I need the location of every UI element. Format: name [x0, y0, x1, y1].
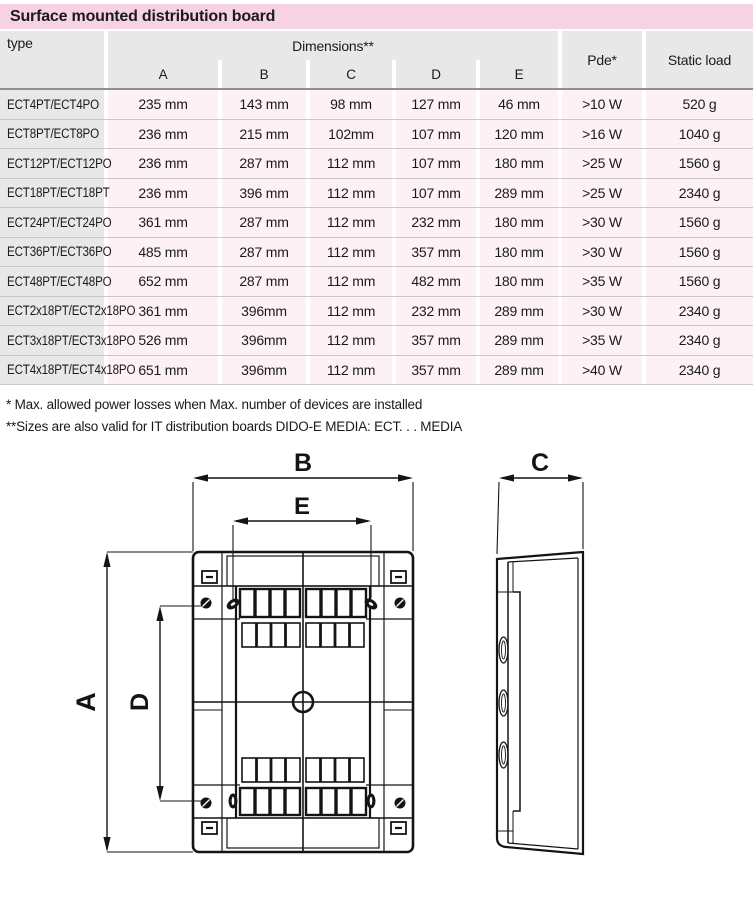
- datasheet-page: [0, 4, 753, 905]
- dim-c: [497, 449, 583, 554]
- cell-load: 1560 g: [646, 238, 753, 267]
- cell-dim-d: 482 mm: [396, 267, 476, 296]
- cell-dim-a: 235 mm: [108, 90, 218, 119]
- dim-b-label: B: [293, 449, 313, 477]
- cell-dim-a: 361 mm: [108, 208, 218, 237]
- keyhole-slot: [229, 794, 238, 809]
- col-header-static-load: Static load: [646, 31, 753, 88]
- cell-dim-c: 98 mm: [310, 90, 392, 119]
- keyhole-slot: [367, 794, 376, 809]
- cell-dim-d: 357 mm: [396, 356, 476, 385]
- cell-dim-e: 180 mm: [480, 208, 558, 237]
- cell-dim-c: 102mm: [310, 120, 392, 149]
- cell-pde: >35 W: [562, 326, 642, 355]
- cell-dim-b: 287 mm: [222, 149, 306, 178]
- latch-icon: [202, 822, 217, 834]
- cell-dim-a: 651 mm: [108, 356, 218, 385]
- cell-load: 1560 g: [646, 267, 753, 296]
- table-row: [0, 355, 753, 385]
- footnotes: [6, 394, 753, 438]
- cell-pde: >30 W: [562, 297, 642, 326]
- cell-pde: >40 W: [562, 356, 642, 385]
- cell-type: ECT3x18PT/ECT3x18PO: [0, 326, 104, 355]
- cell-dim-d: 232 mm: [396, 208, 476, 237]
- table-row: [0, 207, 753, 237]
- cell-load: 520 g: [646, 90, 753, 119]
- spec-table: [0, 31, 753, 385]
- knockout-slot: [499, 690, 508, 716]
- dim-d-label: D: [126, 692, 154, 712]
- latch-icon: [391, 822, 406, 834]
- screw-icon: [201, 798, 212, 809]
- knockout-slot: [499, 637, 508, 663]
- cell-pde: >25 W: [562, 179, 642, 208]
- cell-dim-c: 112 mm: [310, 208, 392, 237]
- cell-dim-c: 112 mm: [310, 149, 392, 178]
- cell-type: ECT18PT/ECT18PT: [0, 179, 104, 208]
- cell-dim-d: 232 mm: [396, 297, 476, 326]
- cell-dim-e: 289 mm: [480, 356, 558, 385]
- cell-load: 1560 g: [646, 149, 753, 178]
- cell-load: 2340 g: [646, 179, 753, 208]
- cell-dim-e: 180 mm: [480, 238, 558, 267]
- cell-dim-d: 107 mm: [396, 149, 476, 178]
- cell-dim-b: 287 mm: [222, 208, 306, 237]
- cell-dim-b: 396 mm: [222, 179, 306, 208]
- dimension-drawing: [0, 440, 753, 886]
- cell-dim-d: 357 mm: [396, 238, 476, 267]
- footnote-power-losses: * Max. allowed power losses when Max. number of devices are installed: [6, 397, 423, 412]
- cell-dim-d: 357 mm: [396, 326, 476, 355]
- cell-dim-e: 120 mm: [480, 120, 558, 149]
- cell-dim-e: 180 mm: [480, 149, 558, 178]
- cell-type: ECT8PT/ECT8PO: [0, 120, 104, 149]
- cell-dim-a: 485 mm: [108, 238, 218, 267]
- cell-pde: >35 W: [562, 267, 642, 296]
- col-header-pde: Pde*: [562, 31, 642, 88]
- cell-dim-c: 112 mm: [310, 179, 392, 208]
- cell-type: ECT12PT/ECT12PO: [0, 149, 104, 178]
- cell-dim-c: 112 mm: [310, 356, 392, 385]
- cell-dim-d: 107 mm: [396, 179, 476, 208]
- cell-pde: >30 W: [562, 238, 642, 267]
- cell-dim-a: 652 mm: [108, 267, 218, 296]
- cell-dim-c: 112 mm: [310, 297, 392, 326]
- table-row: [0, 266, 753, 296]
- table-header: [0, 31, 753, 90]
- cell-type: ECT36PT/ECT36PO: [0, 238, 104, 267]
- table-row: [0, 119, 753, 149]
- cell-type: ECT2x18PT/ECT2x18PO: [0, 297, 104, 326]
- cell-dim-a: 236 mm: [108, 179, 218, 208]
- cell-dim-e: 289 mm: [480, 179, 558, 208]
- table-row: [0, 178, 753, 208]
- dim-a-label: A: [71, 692, 101, 712]
- cell-dim-e: 180 mm: [480, 267, 558, 296]
- screw-icon: [395, 798, 406, 809]
- cell-dim-b: 396mm: [222, 326, 306, 355]
- cell-dim-b: 143 mm: [222, 90, 306, 119]
- cell-type: ECT24PT/ECT24PO: [0, 208, 104, 237]
- cell-load: 2340 g: [646, 297, 753, 326]
- col-header-e: E: [480, 60, 558, 88]
- cell-dim-d: 127 mm: [396, 90, 476, 119]
- cell-load: 1040 g: [646, 120, 753, 149]
- cell-dim-a: 236 mm: [108, 120, 218, 149]
- cell-dim-b: 215 mm: [222, 120, 306, 149]
- cell-load: 2340 g: [646, 356, 753, 385]
- cell-dim-b: 287 mm: [222, 267, 306, 296]
- dim-e-label: E: [293, 493, 311, 520]
- cell-dim-a: 361 mm: [108, 297, 218, 326]
- cell-load: 2340 g: [646, 326, 753, 355]
- cell-pde: >25 W: [562, 149, 642, 178]
- cell-dim-c: 112 mm: [310, 267, 392, 296]
- cell-dim-b: 396mm: [222, 297, 306, 326]
- table-row: [0, 237, 753, 267]
- cell-dim-a: 236 mm: [108, 149, 218, 178]
- col-header-dimensions: Dimensions**: [108, 31, 558, 60]
- cell-pde: >30 W: [562, 208, 642, 237]
- cell-pde: >16 W: [562, 120, 642, 149]
- cell-type: ECT4x18PT/ECT4x18PO: [0, 356, 104, 385]
- cell-dim-c: 112 mm: [310, 238, 392, 267]
- col-header-type: type: [0, 31, 104, 88]
- dim-e: [233, 493, 371, 599]
- cell-type: ECT48PT/ECT48PO: [0, 267, 104, 296]
- latch-icon: [202, 571, 217, 583]
- table-row: [0, 325, 753, 355]
- footnote-sizes: **Sizes are also valid for IT distribution boards DIDO-E MEDIA: ECT. . . MEDIA: [6, 419, 463, 434]
- latch-icon: [391, 571, 406, 583]
- screw-icon: [395, 598, 406, 609]
- page-title-bar: [0, 4, 753, 29]
- table-row: [0, 148, 753, 178]
- screw-icon: [201, 598, 212, 609]
- cell-type: ECT4PT/ECT4PO: [0, 90, 104, 119]
- cell-load: 1560 g: [646, 208, 753, 237]
- dim-c-label: C: [530, 449, 550, 477]
- col-header-b: B: [222, 60, 306, 88]
- col-header-c: C: [310, 60, 392, 88]
- cell-pde: >10 W: [562, 90, 642, 119]
- table-body: [0, 90, 753, 385]
- front-view: [193, 552, 413, 852]
- cell-dim-b: 287 mm: [222, 238, 306, 267]
- page-title: Surface mounted distribution board: [10, 7, 276, 25]
- cell-dim-d: 107 mm: [396, 120, 476, 149]
- side-view: [497, 552, 583, 854]
- cell-dim-e: 289 mm: [480, 297, 558, 326]
- col-header-d: D: [396, 60, 476, 88]
- table-row: [0, 90, 753, 119]
- cell-dim-c: 112 mm: [310, 326, 392, 355]
- cell-dim-a: 526 mm: [108, 326, 218, 355]
- knockout-slot: [499, 742, 508, 768]
- cell-dim-e: 46 mm: [480, 90, 558, 119]
- col-header-a: A: [108, 60, 218, 88]
- table-row: [0, 296, 753, 326]
- cell-dim-b: 396mm: [222, 356, 306, 385]
- cell-dim-e: 289 mm: [480, 326, 558, 355]
